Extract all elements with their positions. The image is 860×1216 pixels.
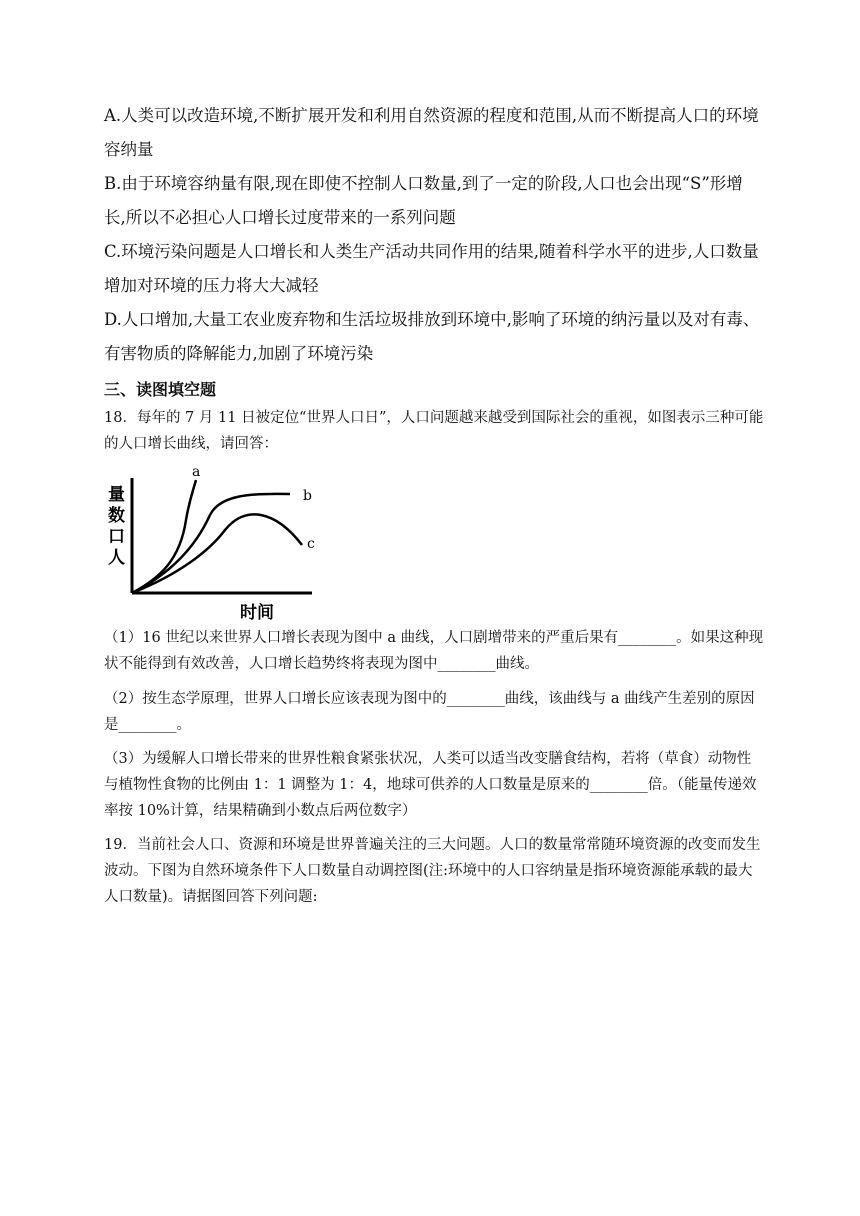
question-18-part-1: （1）16 世纪以来世界人口增长表现为图中 a 曲线，人口剧增带来的严重后果有________。如果这种现状不能得到有效改善，人口增长趋势终将表现为图中________曲线。 — [104, 630, 764, 672]
question-18-stem: 18．每年的 7 月 11 日被定位“世界人口日”，人口问题越来越受到国际社会的重视，如图表示三种可能的人口增长曲线，请回答： — [104, 410, 764, 452]
ylabel-char-2: 数 — [108, 506, 125, 526]
option-d[interactable]: D.人口增加,大量工农业废弃物和生活垃圾排放到环境中,影响了环境的纳污量以及对有毒、有害物质的降解能力,加剧了环境污染 — [104, 310, 760, 363]
option-a[interactable]: A.人类可以改造环境,不断扩展开发和利用自然资源的程度和范围,从而不断提高人口的环境容纳量 — [104, 106, 759, 159]
question-19-stem: 19．当前社会人口、资源和环境是世界普遍关注的三大问题。人口的数量常常随环境资源的改变而发生波动。下图为自然环境条件下人口数量自动调控图(注:环境中的人口容纳量是指环境资源能承载的最大人口数量)。请据图回答下列问题: — [104, 837, 761, 905]
ylabel-char-1: 量 — [108, 485, 125, 505]
option-c[interactable]: C.环境污染问题是人口增长和人类生产活动共同作用的结果,随着科学水平的进步,人口数量增加对环境的压力将大大减轻 — [104, 242, 759, 295]
curve-b-label: b — [303, 488, 312, 504]
curve-b — [132, 494, 290, 593]
section-title: 三、读图填空题 — [104, 380, 217, 399]
xlabel: 时间 — [240, 603, 274, 623]
question-18-part-2: （2）按生态学原理，世界人口增长应该表现为图中的________曲线，该曲线与 a 曲线产生差别的原因是________。 — [104, 691, 755, 733]
option-b[interactable]: B.由于环境容纳量有限,现在即使不控制人口数量,到了一定的阶段,人口也会出现“S”形增长,所以不必担心人口增长过度带来的一系列问题 — [104, 174, 743, 227]
curve-c-label: c — [307, 536, 315, 552]
curve-a — [132, 480, 196, 593]
question-18-part-3: （3）为缓解人口增长带来的世界性粮食紧张状况，人类可以适当改变膳食结构，若将（草食）动物性与植物性食物的比例由 1：1 调整为 1：4，地球可供养的人口数量是原来的________倍。（能量传递效率按 10%计算，结果精确到小数点后两位数字） — [104, 751, 757, 819]
ylabel-char-3: 口 — [108, 527, 125, 547]
curve-a-label: a — [192, 464, 201, 480]
population-growth-figure — [100, 460, 330, 625]
curve-c — [132, 514, 302, 593]
ylabel-char-4: 人 — [108, 548, 125, 568]
